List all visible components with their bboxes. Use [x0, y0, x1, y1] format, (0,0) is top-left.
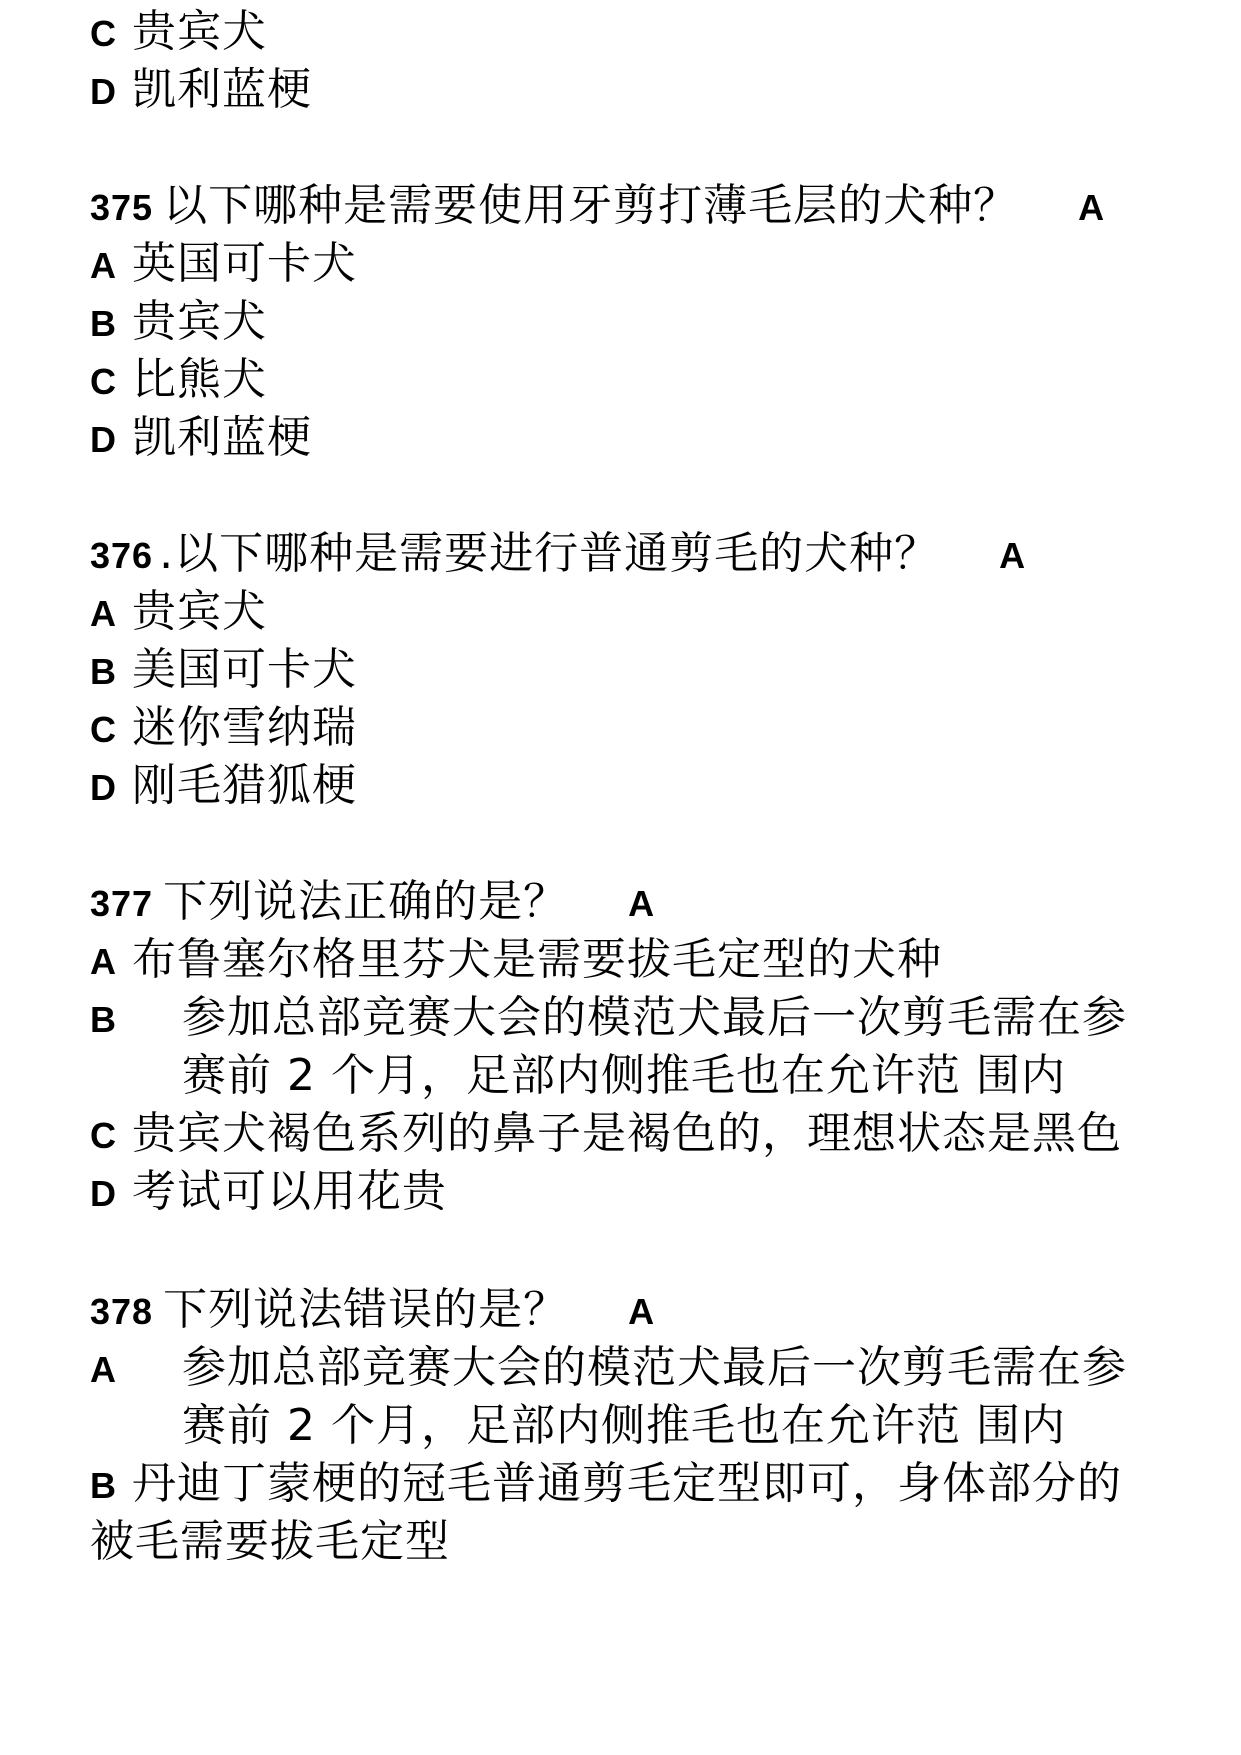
option-line — [90, 290, 1201, 354]
answer-key: A — [1078, 187, 1106, 228]
option-line — [90, 1160, 1201, 1224]
option-line — [90, 580, 1201, 644]
option-continuation — [182, 1044, 1201, 1108]
option-text: 英国可卡犬 — [132, 238, 357, 289]
option-text: 布鲁塞尔格里芬犬是需要拔毛定型的犬种 — [132, 934, 942, 985]
option-letter: B — [90, 303, 117, 344]
option-line — [90, 638, 1201, 702]
question-375 — [90, 174, 1201, 238]
option-letter: D — [90, 71, 117, 112]
option-letter: D — [90, 767, 117, 808]
option-text: 迷你雪纳瑞 — [132, 702, 357, 753]
option-letter: C — [90, 13, 117, 54]
option-line — [90, 928, 1201, 992]
answer-key: A — [628, 1291, 656, 1332]
answer-key: A — [628, 883, 656, 924]
option-letter: A — [90, 941, 117, 982]
option-text-continued: 被毛需要拔毛定型 — [90, 1516, 450, 1567]
option-line — [90, 1102, 1201, 1166]
option-text: 贵宾犬 — [132, 6, 267, 57]
question-number: 377 — [90, 883, 154, 924]
option-letter: C — [90, 709, 117, 750]
option-continuation — [182, 1394, 1201, 1458]
option-letter: B — [90, 999, 117, 1040]
question-text: 下列说法错误的是？ — [163, 1284, 569, 1335]
option-letter: C — [90, 1115, 117, 1156]
option-line — [90, 58, 1201, 122]
option-line — [90, 232, 1201, 296]
question-text: 下列说法正确的是？ — [163, 876, 569, 927]
option-text: 考试可以用花贵 — [132, 1166, 447, 1217]
option-letter: B — [90, 651, 117, 692]
option-line — [90, 696, 1201, 760]
option-text: 贵宾犬 — [132, 296, 267, 347]
option-text: 丹迪丁蒙梗的冠毛普通剪毛定型即可，身体部分的 — [132, 1458, 1122, 1509]
question-376 — [90, 522, 1201, 586]
option-letter: A — [90, 593, 117, 634]
option-letter: A — [90, 1349, 117, 1390]
option-letter: A — [90, 245, 117, 286]
answer-key: A — [999, 535, 1027, 576]
option-text: 贵宾犬褐色系列的鼻子是褐色的，理想状态是黑色 — [132, 1108, 1122, 1159]
option-text: 凯利蓝梗 — [132, 64, 312, 115]
option-line — [90, 348, 1201, 412]
option-text: 比熊犬 — [132, 354, 267, 405]
option-letter: D — [90, 1173, 117, 1214]
option-line — [90, 406, 1201, 470]
option-text: 参加总部竞赛大会的模范犬最后一次剪毛需在参 — [182, 992, 1127, 1043]
option-text: 凯利蓝梗 — [132, 412, 312, 463]
option-text: 美国可卡犬 — [132, 644, 357, 695]
question-text: 以下哪种是需要使用牙剪打薄毛层的犬种？ — [163, 180, 1019, 231]
option-line — [90, 1452, 1201, 1516]
option-line — [90, 1336, 1201, 1400]
option-letter: C — [90, 361, 117, 402]
question-number: 376 — [90, 535, 154, 576]
question-number: 378 — [90, 1291, 154, 1332]
option-text: 刚毛猎狐梗 — [132, 760, 357, 811]
option-letter: B — [90, 1465, 117, 1506]
option-text-continued: 赛前 2 个月，足部内侧推毛也在允许范 围内 — [182, 1050, 1066, 1101]
option-letter: D — [90, 419, 117, 460]
option-line — [90, 754, 1201, 818]
option-text-continued: 赛前 2 个月，足部内侧推毛也在允许范 围内 — [182, 1400, 1066, 1451]
question-377 — [90, 870, 1201, 934]
option-continuation — [90, 1510, 1201, 1574]
option-line — [90, 0, 1201, 64]
option-text: 参加总部竞赛大会的模范犬最后一次剪毛需在参 — [182, 1342, 1127, 1393]
option-text: 贵宾犬 — [132, 586, 267, 637]
question-378 — [90, 1278, 1201, 1342]
question-number: 375 — [90, 187, 154, 228]
question-text: .以下哪种是需要进行普通剪毛的犬种？ — [159, 528, 940, 579]
option-line — [90, 986, 1201, 1050]
